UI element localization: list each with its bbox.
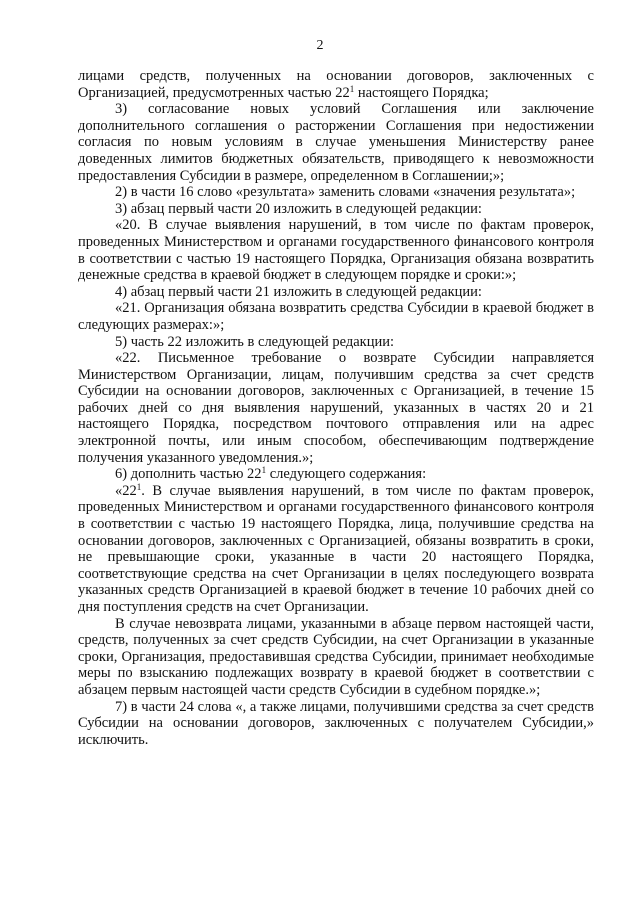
page-number: 2 xyxy=(316,38,324,53)
paragraph: 3) абзац первый части 20 изложить в следующей редакции: xyxy=(115,200,482,217)
paragraph: «21. Организация обязана возвратить средства Субсидии в краевой бюджет в следующих размерах:»; xyxy=(78,300,594,333)
paragraph: 4) абзац первый части 21 изложить в следующей редакции: xyxy=(115,283,482,300)
paragraph: 5) часть 22 изложить в следующей редакции: xyxy=(115,333,395,350)
paragraph: 2) в части 16 слово «результата» заменить словами «значения результата»; xyxy=(115,184,576,201)
paragraph: «20. В случае выявления нарушений, в том числе по фактам проверок, проведенных Министерством и органами государственного финансового контроля в соответствии с частью 19 настоящего Порядка, Организация обязана возвратить денежные средства в краевой бюджет в следующем порядке и сроки:»; xyxy=(78,217,594,284)
paragraph: «22. Письменное требование о возврате Субсидии направляется Министерством Организации, лицам, получившим средства за счет средств Субсидии на основании договоров, заключенных с Организацией, в течение 15 рабочих дней со дня выявления нарушений, указанных в частях 20 и 21 настоящего Порядка, посредством почтового отправления или на адрес электронной почты, или иным способом, обеспечивающим подтверждение получения указанного уведомления.»; xyxy=(78,350,594,466)
paragraph: В случае невозврата лицами, указанными в абзаце первом настоящей части, средств, полученных за счет средств Субсидии, на счет Организации в указанные сроки, Организация, предоставившая средства Субсидии, принимает необходимые меры по взысканию подлежащих возврату в краевой бюджет в соответствии с абзацем первым настоящей части средств Субсидии в судебном порядке.»; xyxy=(78,615,594,698)
paragraph: 7) в части 24 слова «, а также лицами, получившими средства за счет средств Субсидии на основании договоров, заключенных с получателем Субсидии,» исключить. xyxy=(78,698,594,748)
document-body xyxy=(78,68,594,748)
paragraph: 6) дополнить частью $22^1$ следующего содержания: xyxy=(115,465,427,483)
paragraph: 3) согласование новых условий Соглашения или заключение дополнительного соглашения о расторжении Соглашения при недостижении согласия по новым условиям в случае уменьшения Министерству ранее доведенных лимитов бюджетных обязательств, приводящего к невозможности предоставления Субсидии в размере, определенном в Соглашении;»; xyxy=(78,101,594,184)
paragraph: лицами средств, полученных на основании договоров, заключенных с Организацией, предусмотренных частью $22^1$ настоящего Порядка; xyxy=(78,68,594,101)
paragraph: «$22^1$. В случае выявления нарушений, в том числе по фактам проверок, проведенных Министерством и органами государственного финансового контроля в соответствии с частью 19 настоящего Порядка, лица, получившие средства на основании договоров, заключенных с Организацией, обязаны возвратить в сроки, не превышающие сроки, указанные в части 20 настоящего Порядка, соответствующие средства на счет Организации в целях последующего возврата указанных средств Организацией в краевой бюджет в течение 10 рабочих дней со дня поступления средств на счет Организации. xyxy=(78,481,594,615)
